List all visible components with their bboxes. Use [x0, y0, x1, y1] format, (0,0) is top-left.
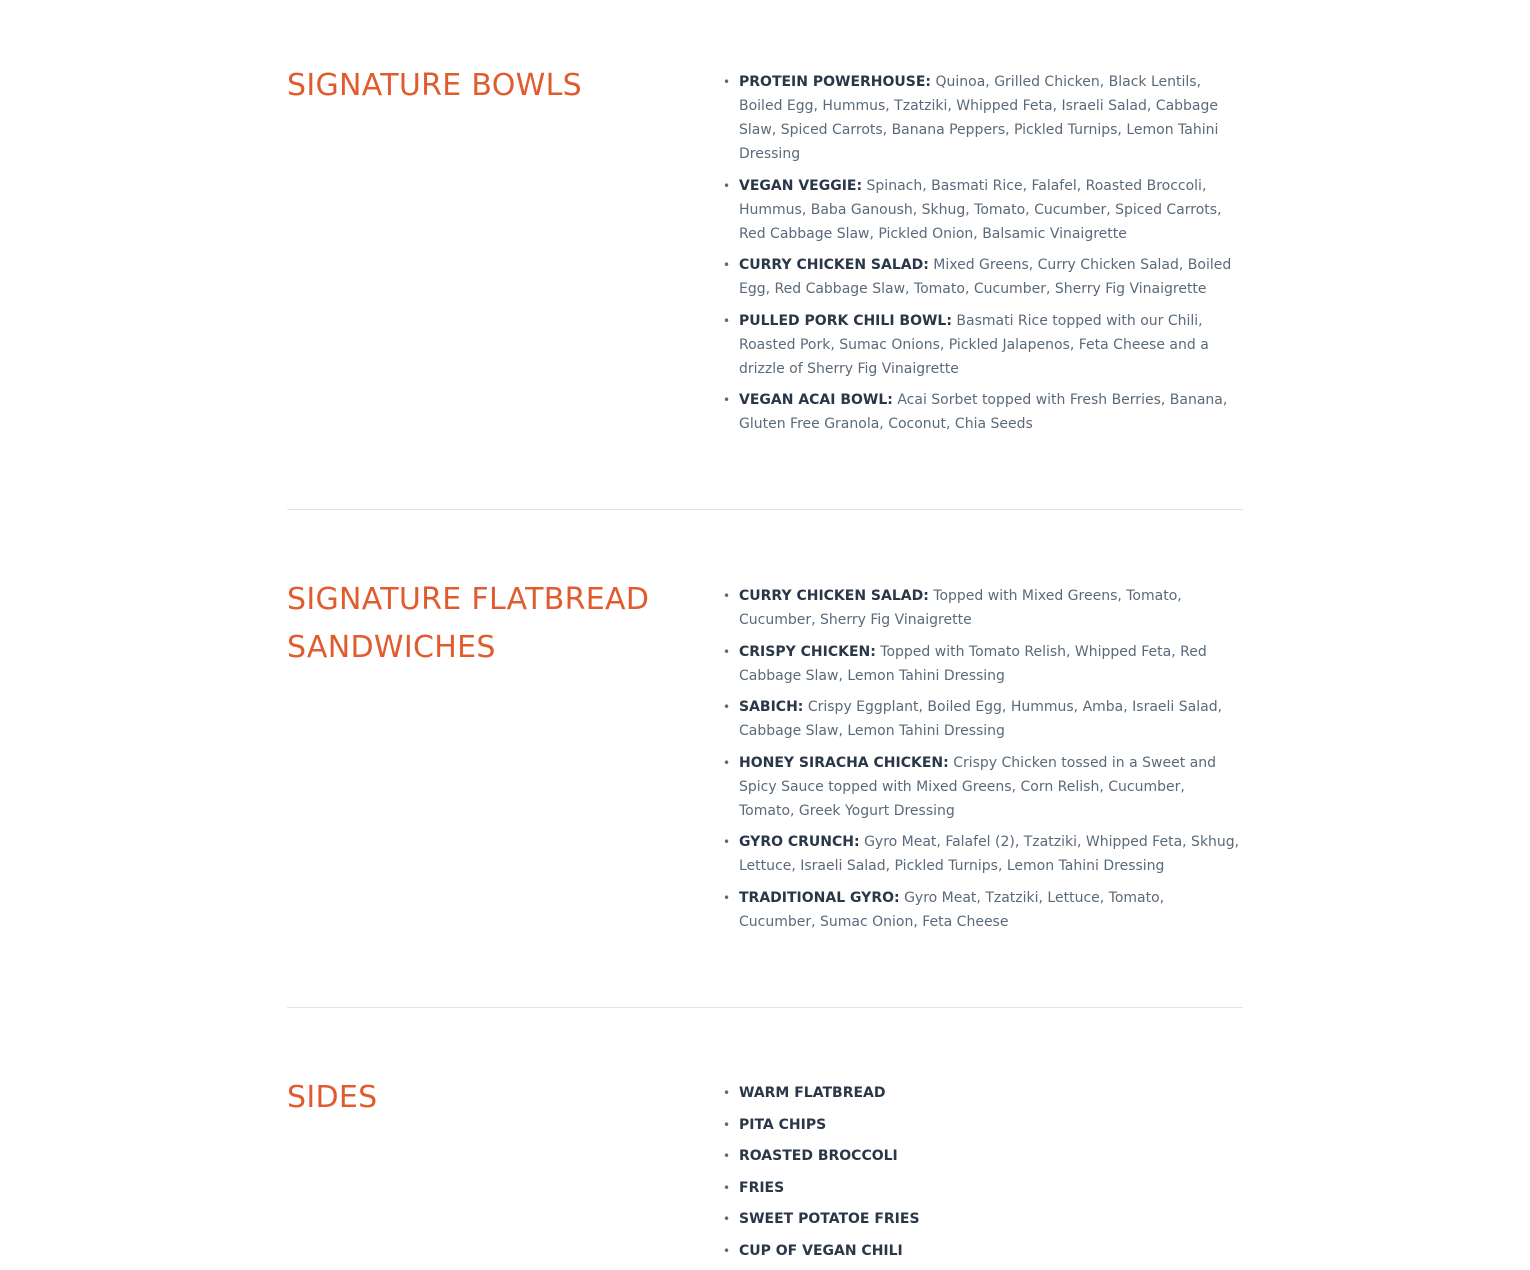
menu-item-name: SABICH:: [739, 699, 804, 715]
menu-item-name: VEGAN ACAI BOWL:: [739, 392, 893, 408]
bullet-icon: •: [723, 1117, 731, 1132]
menu-item: [723, 1081, 1243, 1105]
bullet-icon: •: [723, 1086, 731, 1100]
bullet-icon: •: [723, 178, 731, 193]
menu-item-description: Crispy Chicken tossed in a Sweet and Spicy Sauce topped with Mixed Greens, Corn Relish, Cucumber, Tomato, Greek Yogurt Dressing: [739, 754, 1216, 819]
menu-item-name: HONEY SIRACHA CHICKEN:: [739, 754, 949, 771]
menu-item-name: SWEET POTATOE FRIES: [739, 1211, 920, 1227]
bullet-icon: •: [723, 1149, 731, 1163]
bullet-icon: •: [723, 755, 731, 770]
menu-item: [723, 1239, 1243, 1263]
menu-item: [723, 695, 1243, 743]
bullet-icon: •: [723, 700, 731, 714]
bullet-icon: •: [723, 835, 731, 849]
menu-item: [723, 886, 1243, 934]
section-title: SIDES: [287, 1080, 378, 1115]
menu-item-description: Topped with Mixed Greens, Tomato, Cucumber, Sherry Fig Vinaigrette: [739, 588, 1182, 628]
menu-item-name: PROTEIN POWERHOUSE:: [739, 74, 932, 90]
menu-item-description: Crispy Eggplant, Boiled Egg, Hummus, Amba, Israeli Salad, Cabbage Slaw, Lemon Tahini Dressing: [739, 699, 1223, 739]
menu-item: [723, 1207, 1243, 1231]
menu-item-name: PULLED PORK CHILI BOWL:: [739, 312, 952, 329]
menu-item: [723, 751, 1243, 823]
section-divider: [287, 1007, 1243, 1008]
menu-item-name: ROASTED BROCCOLI: [739, 1148, 898, 1164]
bullet-icon: •: [723, 75, 731, 89]
menu-item-description: Gyro Meat, Tzatziki, Lettuce, Tomato, Cucumber, Sumac Onion, Feta Cheese: [739, 889, 1165, 930]
menu-item-list: [723, 1081, 1243, 1270]
menu-item-list: [723, 70, 1243, 444]
menu-item-description: Quinoa, Grilled Chicken, Black Lentils, Boiled Egg, Hummus, Tzatziki, Whipped Feta, Israeli Salad, Cabbage Slaw, Spiced Carrots, Banana Peppers, Pickled Turnips, Lemon Tahini Dressing: [739, 74, 1219, 162]
menu-item-list: [723, 584, 1243, 941]
menu-item: [723, 1176, 1243, 1200]
menu-item-description: Spinach, Basmati Rice, Falafel, Roasted Broccoli, Hummus, Baba Ganoush, Skhug, Tomato, Cucumber, Spiced Carrots, Red Cabbage Slaw, Pickled Onion, Balsamic Vinaigrette: [739, 177, 1222, 242]
menu-item-name: CUP OF VEGAN CHILI: [739, 1242, 903, 1259]
menu-item-name: CRISPY CHICKEN:: [739, 643, 876, 660]
menu-item-name: CURRY CHICKEN SALAD:: [739, 588, 929, 604]
menu-item-name: PITA CHIPS: [739, 1116, 827, 1133]
menu-item-description: Mixed Greens, Curry Chicken Salad, Boiled Egg, Red Cabbage Slaw, Tomato, Cucumber, Sherry Fig Vinaigrette: [739, 257, 1232, 297]
bullet-icon: •: [723, 589, 731, 603]
menu-item-description: Topped with Tomato Relish, Whipped Feta, Red Cabbage Slaw, Lemon Tahini Dressing: [739, 643, 1207, 684]
menu-item: [723, 584, 1243, 632]
menu-item: [723, 388, 1243, 436]
menu-item-name: WARM FLATBREAD: [739, 1085, 886, 1101]
menu-item-name: VEGAN VEGGIE:: [739, 177, 863, 194]
section-divider: [287, 509, 1243, 510]
menu-item: [723, 830, 1243, 878]
bullet-icon: •: [723, 258, 731, 272]
menu-item-description: Acai Sorbet topped with Fresh Berries, Banana, Gluten Free Granola, Coconut, Chia Seeds: [739, 392, 1228, 432]
section-title: SIGNATURE FLATBREAD SANDWICHES: [287, 582, 650, 665]
menu-item: [723, 640, 1243, 688]
bullet-icon: •: [723, 1180, 731, 1195]
bullet-icon: •: [723, 313, 731, 328]
menu-item: [723, 70, 1243, 166]
menu-item: [723, 1144, 1243, 1168]
menu-item: [723, 1113, 1243, 1137]
bullet-icon: •: [723, 393, 731, 407]
menu-item-description: Basmati Rice topped with our Chili, Roasted Pork, Sumac Onions, Pickled Jalapenos, Feta Cheese and a drizzle of Sherry Fig Vinaigrette: [739, 312, 1209, 377]
menu-item: [723, 309, 1243, 381]
bullet-icon: •: [723, 644, 731, 659]
section-title: SIGNATURE BOWLS: [287, 68, 582, 103]
menu-item: [723, 174, 1243, 246]
menu-item-description: Gyro Meat, Falafel (2), Tzatziki, Whipped Feta, Skhug, Lettuce, Israeli Salad, Pickled Turnips, Lemon Tahini Dressing: [739, 834, 1240, 874]
menu-item-name: FRIES: [739, 1179, 785, 1196]
menu-item-name: GYRO CRUNCH:: [739, 834, 860, 850]
menu-item-name: CURRY CHICKEN SALAD:: [739, 257, 929, 273]
bullet-icon: •: [723, 1212, 731, 1226]
menu-item-name: TRADITIONAL GYRO:: [739, 889, 900, 906]
menu-item: [723, 253, 1243, 301]
bullet-icon: •: [723, 890, 731, 905]
bullet-icon: •: [723, 1243, 731, 1258]
